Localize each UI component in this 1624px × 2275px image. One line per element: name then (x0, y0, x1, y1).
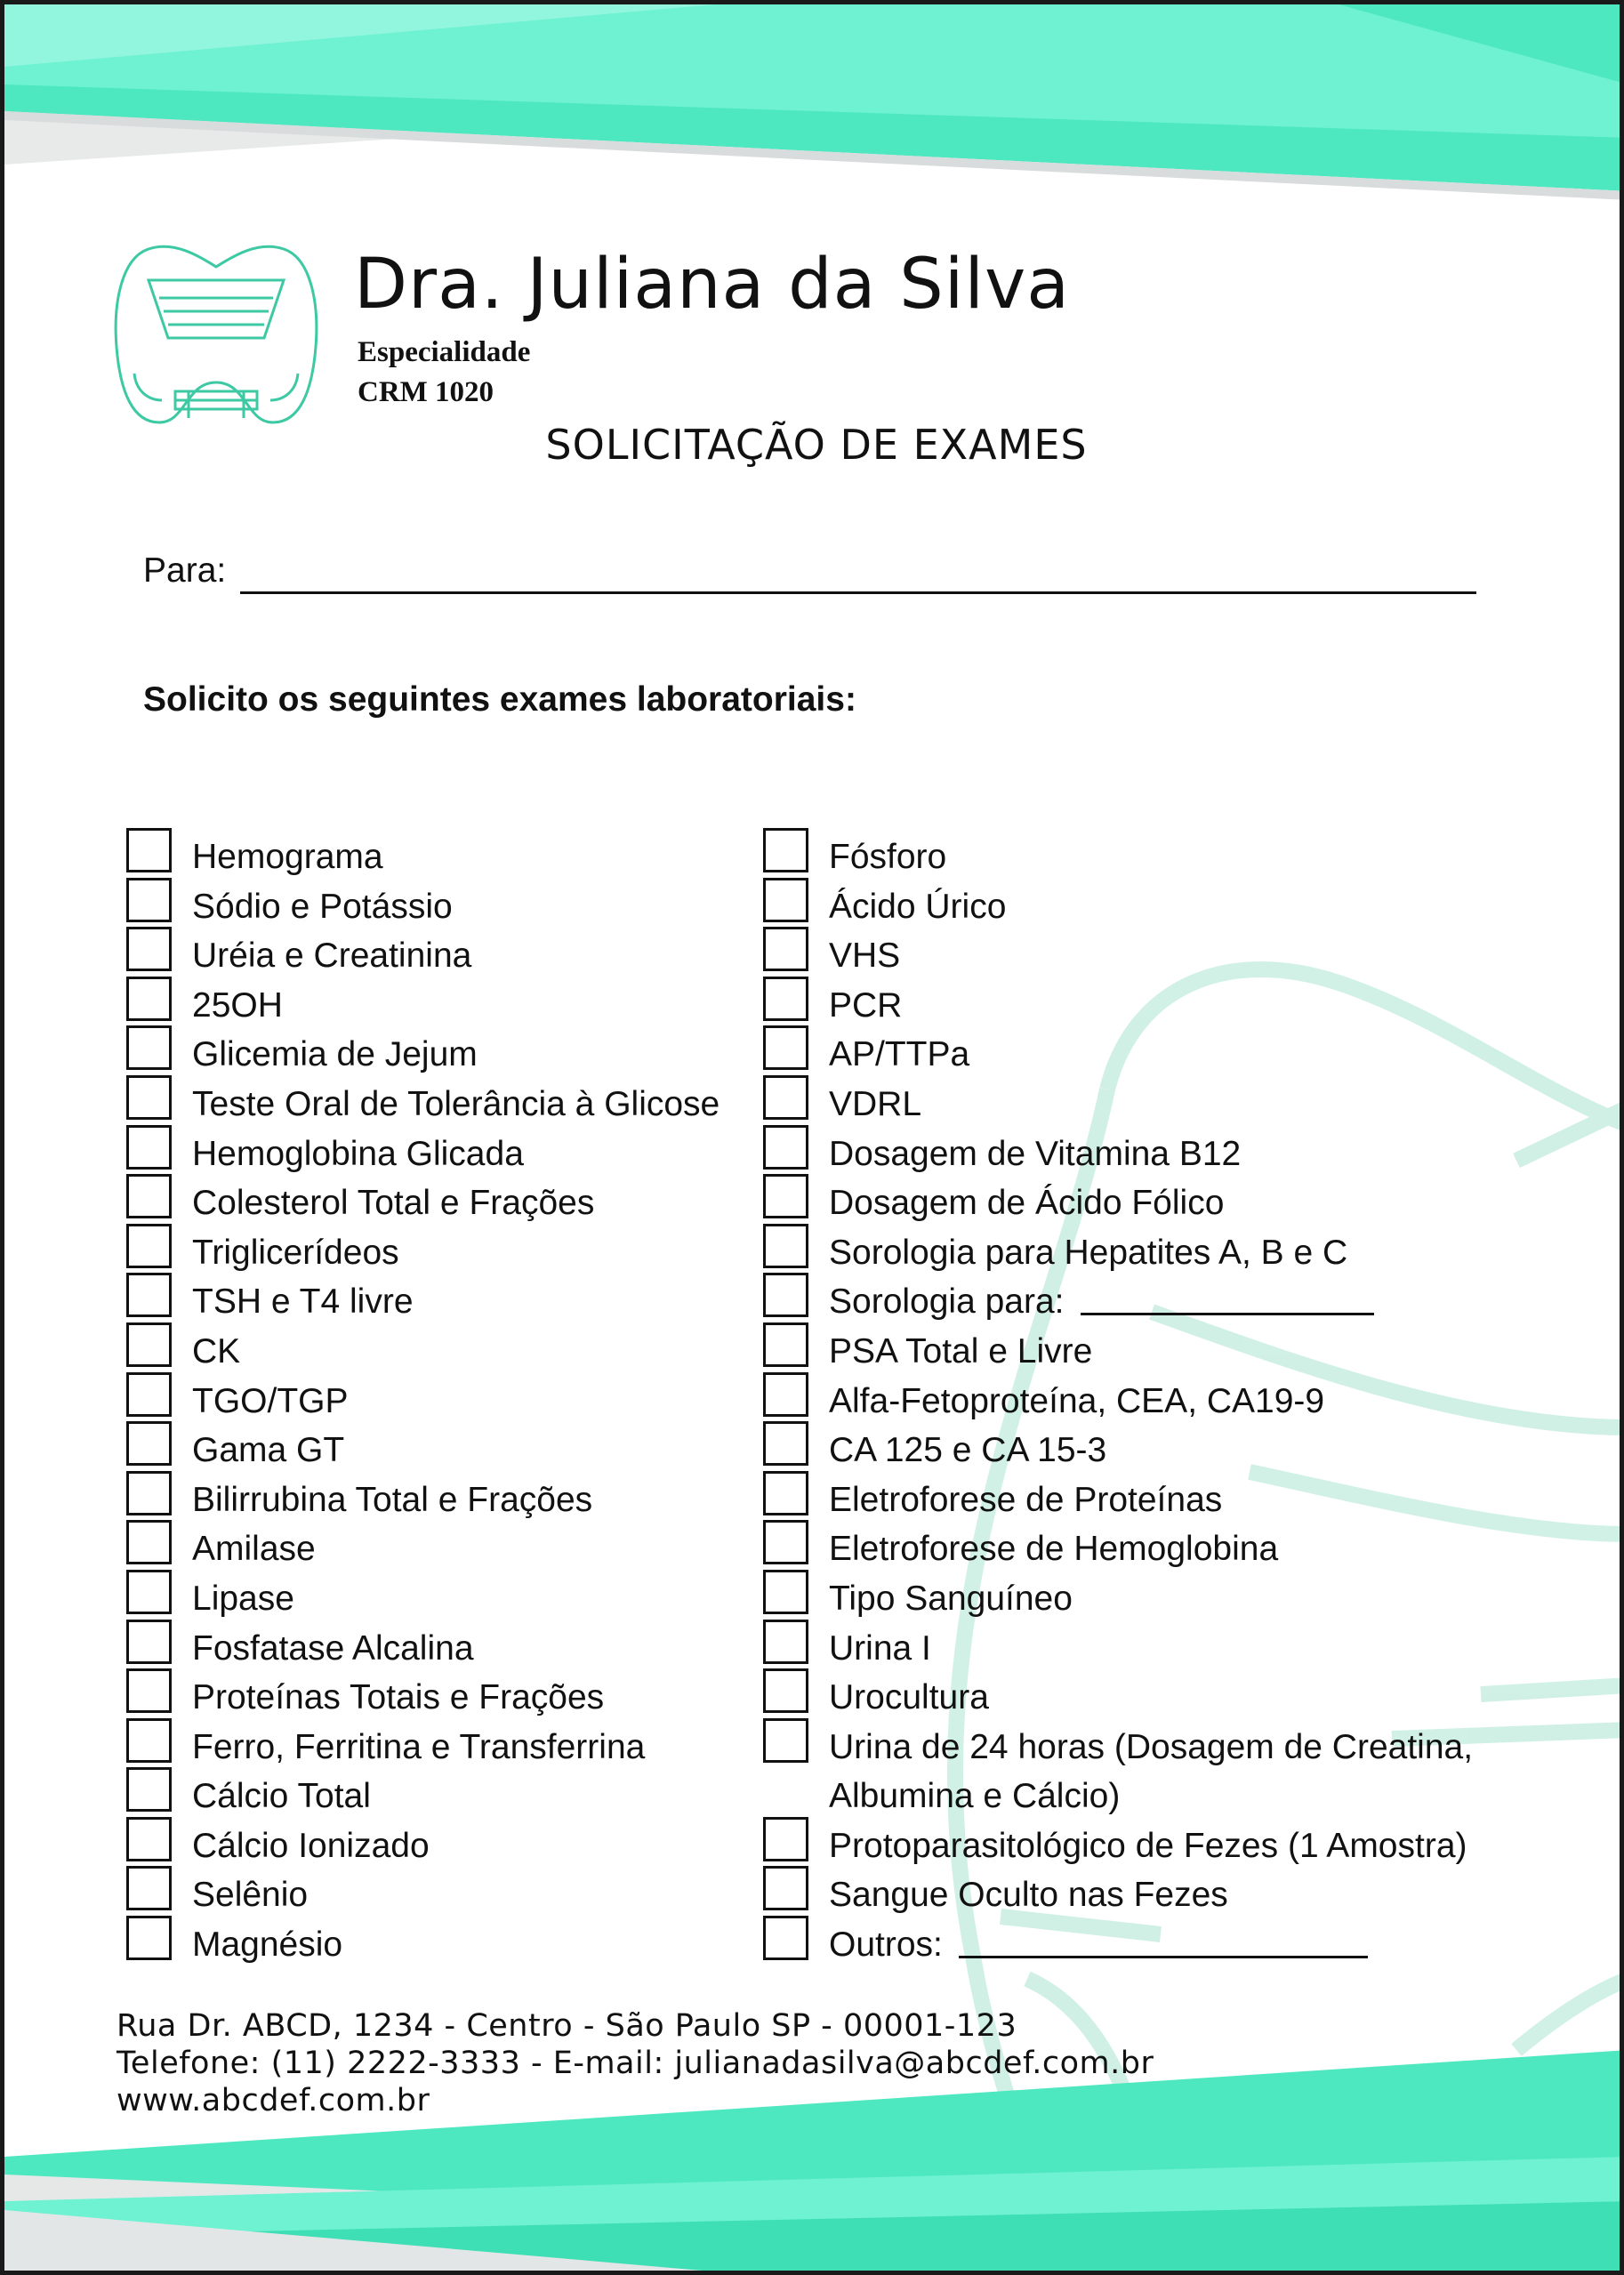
para-input-line[interactable] (240, 591, 1476, 594)
exam-label: Proteínas Totais e Frações (192, 1678, 605, 1717)
exam-checkbox[interactable] (763, 1174, 808, 1218)
exam-checkbox[interactable] (126, 1125, 172, 1170)
exam-label: Sorologia para Hepatites A, B e C (829, 1233, 1348, 1272)
exam-item (763, 1320, 1528, 1370)
request-intro: Solicito os seguintes exames laboratoriais: (143, 680, 856, 719)
exam-checkbox[interactable] (763, 878, 808, 922)
footer-website: www.abcdef.com.br (117, 2083, 430, 2118)
exam-label: Eletroforese de Hemoglobina (829, 1530, 1279, 1569)
exam-label: Cálcio Total (192, 1777, 371, 1816)
exam-label: Fósforo (829, 838, 947, 876)
exam-item (763, 1171, 1528, 1221)
exam-label-line2: Albumina e Cálcio) (829, 1777, 1121, 1816)
exam-checkbox[interactable] (126, 1025, 172, 1070)
exam-checkbox[interactable] (763, 1570, 808, 1614)
exam-label: Colesterol Total e Frações (192, 1184, 595, 1223)
exam-checkbox[interactable] (126, 1075, 172, 1120)
exam-checkbox[interactable] (763, 977, 808, 1021)
exam-item (763, 1419, 1528, 1468)
exam-checkbox[interactable] (763, 828, 808, 872)
exam-checkbox[interactable] (126, 1224, 172, 1268)
exam-checkbox[interactable] (763, 1668, 808, 1713)
exam-item (763, 1666, 1528, 1716)
exam-label: Dosagem de Ácido Fólico (829, 1184, 1225, 1223)
exam-checkbox[interactable] (126, 1570, 172, 1614)
exam-list-right (763, 825, 1528, 1963)
exam-checkbox[interactable] (126, 1174, 172, 1218)
exam-label: PSA Total e Livre (829, 1331, 1093, 1371)
exam-label: Ácido Úrico (829, 887, 1007, 926)
exam-checkbox[interactable] (763, 1372, 808, 1417)
exam-checkbox[interactable] (763, 1025, 808, 1070)
exam-item (763, 875, 1528, 925)
exam-label: Tipo Sanguíneo (829, 1579, 1073, 1618)
exam-checkbox[interactable] (126, 977, 172, 1021)
exam-label: Protoparasitológico de Fezes (1 Amostra) (829, 1826, 1467, 1865)
exam-checkbox[interactable] (126, 1916, 172, 1960)
doctor-specialty: Especialidade (358, 336, 531, 368)
footer-contact-line: Telefone: (11) 2222-3333 - E-mail: julianadasilva@abcdef.com.br (117, 2046, 1154, 2081)
exam-checkbox[interactable] (126, 1372, 172, 1417)
para-label: Para: (143, 551, 227, 590)
page-title: SOLICITAÇÃO DE EXAMES (545, 421, 1088, 469)
exam-label: Lipase (192, 1579, 294, 1618)
exam-item (763, 924, 1528, 974)
exam-checkbox[interactable] (763, 1125, 808, 1170)
exam-label: Amilase (192, 1530, 316, 1569)
exam-item (763, 1468, 1528, 1518)
exam-label: Fosfatase Alcalina (192, 1628, 474, 1668)
exam-item (763, 1567, 1528, 1617)
exam-checkbox[interactable] (763, 1322, 808, 1367)
exam-item (763, 1122, 1528, 1172)
exam-label: AP/TTPa (829, 1035, 970, 1074)
exam-item (763, 1221, 1528, 1271)
exam-label: Dosagem de Vitamina B12 (829, 1134, 1242, 1173)
exam-checkbox[interactable] (763, 1471, 808, 1515)
exam-label: Uréia e Creatinina (192, 937, 472, 976)
exam-label: Glicemia de Jejum (192, 1035, 478, 1074)
exam-checkbox[interactable] (126, 1273, 172, 1317)
exam-checkbox[interactable] (763, 927, 808, 971)
exam-label: Cálcio Ionizado (192, 1826, 430, 1865)
exam-label: Magnésio (192, 1925, 343, 1965)
exam-item (763, 1023, 1528, 1073)
exam-label-line1: Urina de 24 horas (Dosagem de Creatina, (829, 1727, 1474, 1766)
exam-label: Alfa-Fetoproteína, CEA, CA19-9 (829, 1381, 1325, 1420)
exam-label: TGO/TGP (192, 1381, 349, 1420)
outros-input-line[interactable] (959, 1956, 1368, 1958)
tooth-logo-icon (113, 240, 319, 429)
exam-checkbox[interactable] (763, 1817, 808, 1861)
exam-label: Triglicerídeos (192, 1233, 399, 1272)
exam-label: Urocultura (829, 1678, 989, 1717)
exam-item (763, 1517, 1528, 1567)
exam-label: VDRL (829, 1084, 922, 1123)
exam-checkbox[interactable] (763, 1224, 808, 1268)
exam-checkbox[interactable] (126, 1817, 172, 1861)
exam-checkbox[interactable] (126, 927, 172, 971)
exam-checkbox[interactable] (126, 828, 172, 872)
exam-checkbox[interactable] (126, 1471, 172, 1515)
doctor-name: Dra. Juliana da Silva (354, 245, 1071, 325)
exam-checkbox[interactable] (763, 1421, 808, 1466)
exam-checkbox[interactable] (763, 1620, 808, 1664)
footer-address: Rua Dr. ABCD, 1234 - Centro - São Paulo SP - 00001-123 (117, 2008, 1017, 2044)
exam-item (763, 974, 1528, 1024)
exam-checkbox[interactable] (126, 878, 172, 922)
exam-item (763, 1073, 1528, 1122)
exam-checkbox[interactable] (126, 1620, 172, 1664)
exam-label: Hemograma (192, 838, 383, 876)
exam-item (763, 1270, 1528, 1320)
exam-label: Sódio e Potássio (192, 887, 453, 926)
exam-label: PCR (829, 985, 903, 1025)
exam-label: Ferro, Ferritina e Transferrina (192, 1727, 646, 1766)
doctor-crm: CRM 1020 (358, 376, 494, 408)
exam-label: Gama GT (192, 1431, 345, 1470)
exam-checkbox[interactable] (126, 1718, 172, 1763)
exam-item (763, 1913, 1528, 1963)
exam-checkbox[interactable] (763, 1273, 808, 1317)
exam-label: 25OH (192, 985, 283, 1025)
exam-label: Bilirrubina Total e Frações (192, 1480, 593, 1519)
exam-label: CA 125 e CA 15-3 (829, 1431, 1107, 1470)
exam-checkbox[interactable] (126, 1520, 172, 1564)
exam-label: CK (192, 1331, 241, 1371)
exam-label: Teste Oral de Tolerância à Glicose (192, 1084, 720, 1123)
exam-checkbox[interactable] (763, 1916, 808, 1960)
exam-label (829, 1723, 1473, 1821)
exam-checkbox[interactable] (763, 1866, 808, 1910)
exam-label: VHS (829, 937, 901, 976)
exam-item (763, 825, 1528, 875)
exam-checkbox[interactable] (126, 1866, 172, 1910)
exam-item (763, 1814, 1528, 1864)
exam-checkbox[interactable] (126, 1322, 172, 1367)
exam-label: TSH e T4 livre (192, 1282, 414, 1322)
exam-label: Eletroforese de Proteínas (829, 1480, 1223, 1519)
exam-item (763, 1370, 1528, 1419)
exam-checkbox[interactable] (763, 1718, 808, 1763)
exam-item (763, 1863, 1528, 1913)
exam-item (763, 1716, 1528, 1814)
exam-checkbox[interactable] (126, 1668, 172, 1713)
exam-label: Sorologia para: (829, 1282, 1065, 1322)
exam-checkbox[interactable] (763, 1520, 808, 1564)
exam-item (763, 1617, 1528, 1667)
exam-label: Hemoglobina Glicada (192, 1134, 524, 1173)
sorologia-input-line[interactable] (1081, 1313, 1374, 1315)
footer-contact (117, 2007, 1154, 2119)
exam-checkbox[interactable] (763, 1075, 808, 1120)
exam-label: Selênio (192, 1876, 309, 1915)
exam-label: Urina I (829, 1628, 931, 1668)
exam-checkbox[interactable] (126, 1767, 172, 1812)
exam-label: Sangue Oculto nas Fezes (829, 1876, 1228, 1915)
exam-checkbox[interactable] (126, 1421, 172, 1466)
exam-label: Outros: (829, 1925, 943, 1965)
